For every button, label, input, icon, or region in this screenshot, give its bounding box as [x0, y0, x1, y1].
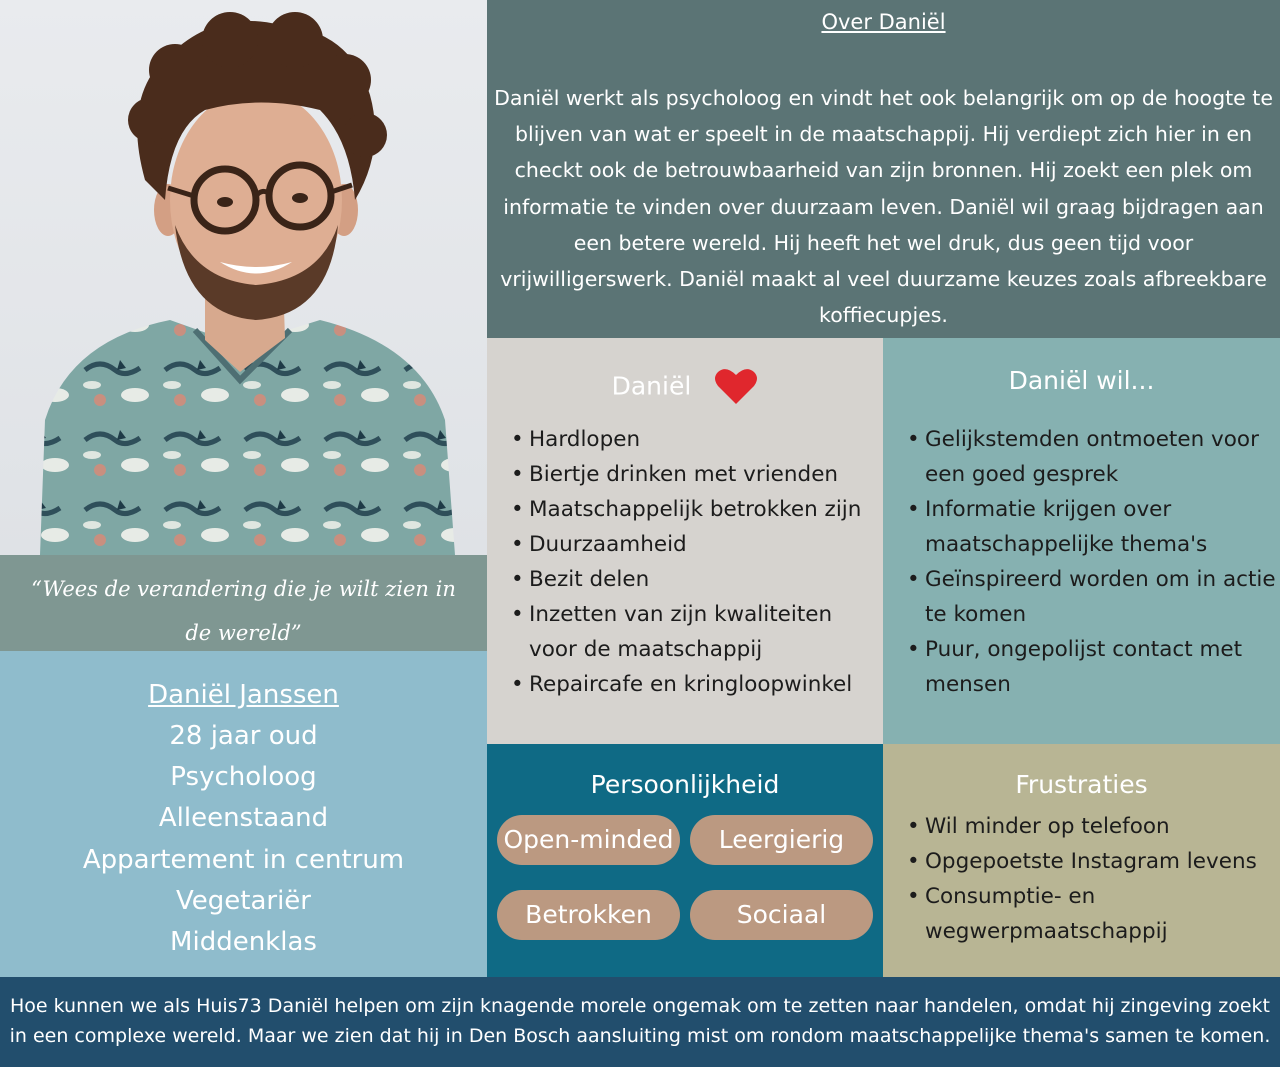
- footer-panel: [0, 977, 1280, 1067]
- loves-panel: [487, 338, 883, 744]
- trait-pill-sociaal: Sociaal: [690, 890, 873, 940]
- list-item: • Geïnspireerd worden om in actie te komen: [905, 562, 1277, 632]
- profile-photo: [0, 0, 487, 555]
- list-item: • Gelijkstemden ontmoeten voor een goed gesprek: [905, 422, 1277, 492]
- profile-age: 28 jaar oud: [169, 721, 318, 751]
- list-item: • Maatschappelijk betrokken zijn: [509, 492, 881, 527]
- profile-name: Daniël Janssen: [148, 680, 339, 710]
- list-item: • Wil minder op telefoon: [905, 809, 1277, 844]
- loves-list: [509, 422, 881, 702]
- about-text: Daniël werkt als psycholoog en vindt het ook belangrijk om op de hoogte te blijven van wat er speelt in de maatschappij. Hij verdiept zich hier in en checkt ook de betrouwbaarheid van zijn bronnen. Hij zoekt een plek om informatie te vinden over duurzaam leven. Daniël wil graag bijdragen aan een betere wereld. Hij heeft het wel druk, dus geen tijd voor vrijwilligerswerk. Daniël maakt al veel duurzame keuzes zoals afbreekbare koffiecupjes.: [494, 86, 1273, 328]
- about-panel: [487, 0, 1280, 338]
- wants-panel: [883, 338, 1280, 744]
- personality-title: Persoonlijkheid: [590, 770, 780, 799]
- profile-diet: Vegetariër: [176, 885, 311, 916]
- list-item: • Informatie krijgen over maatschappelijke thema's: [905, 492, 1277, 562]
- profile-housing: Appartement in centrum: [82, 844, 405, 875]
- list-item: • Consumptie- en wegwerpmaatschappij: [905, 879, 1277, 949]
- wants-list: [905, 422, 1277, 702]
- wants-title: Daniël wil...: [1008, 366, 1155, 395]
- trait-pill-betrokken: Betrokken: [497, 890, 680, 940]
- portrait-illustration: [0, 0, 487, 555]
- quote-text: “Wees de verandering die je wilt zien in de wereld”: [31, 577, 456, 645]
- list-item: • Bezit delen: [509, 562, 881, 597]
- heart-icon: [714, 366, 758, 406]
- list-item: • Duurzaamheid: [509, 527, 881, 562]
- loves-title: Daniël: [611, 371, 692, 401]
- profile-occupation: Psycholoog: [170, 762, 317, 793]
- trait-pill-leergierig: Leergierig: [690, 815, 873, 865]
- about-title: Over Daniël: [821, 10, 946, 34]
- list-item: • Puur, ongepolijst contact met mensen: [905, 632, 1277, 702]
- profile-relationship: Alleenstaand: [158, 803, 329, 834]
- list-item: • Opgepoetste Instagram levens: [905, 844, 1277, 879]
- list-item: • Inzetten van zijn kwaliteiten voor de maatschappij: [509, 597, 881, 667]
- list-item: • Hardlopen: [509, 422, 881, 457]
- profile-panel: [0, 651, 487, 977]
- list-item: • Repaircafe en kringloopwinkel: [509, 667, 881, 702]
- trait-pill-open-minded: Open-minded: [497, 815, 680, 865]
- footer-text: Hoe kunnen we als Huis73 Daniël helpen om zijn knagende morele ongemak om te zetten naar handelen, omdat hij zingeving zoekt in een complexe wereld. Maar we zien dat hij in Den Bosch aansluiting mist om rondom maatschappelijke thema's samen te komen.: [9, 995, 1271, 1047]
- personality-panel: [487, 744, 883, 977]
- frustrations-title: Frustraties: [1015, 770, 1148, 799]
- frustrations-panel: [883, 744, 1280, 977]
- loves-heading: [487, 366, 883, 406]
- quote-panel: [0, 555, 487, 651]
- frustrations-list: [905, 809, 1277, 949]
- profile-class: Middenklas: [170, 927, 317, 958]
- list-item: • Biertje drinken met vrienden: [509, 457, 881, 492]
